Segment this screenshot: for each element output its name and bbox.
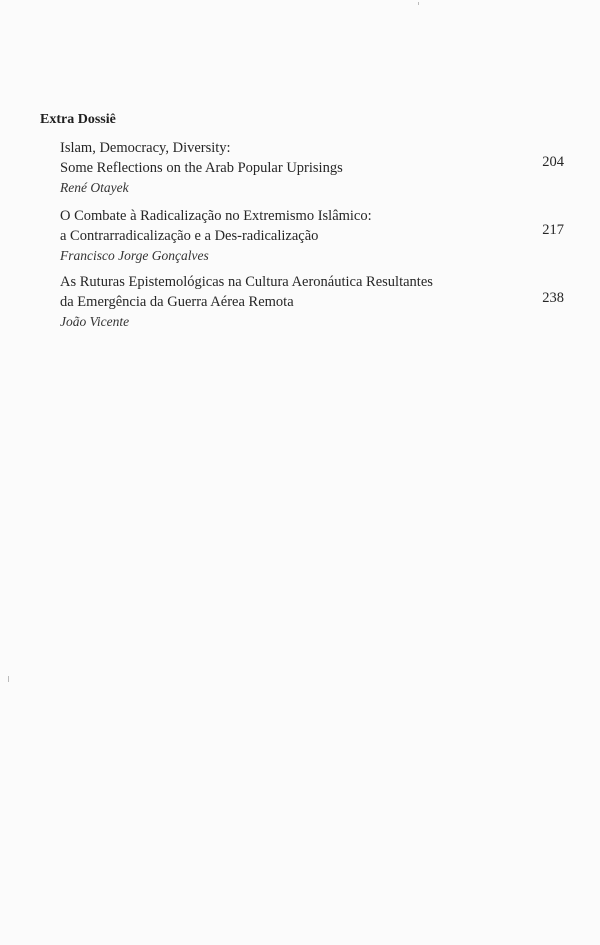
- entry-title-line: O Combate à Radicalização no Extremismo Islâmico:: [60, 208, 372, 224]
- entry-title-line: a Contrarradicalização e a Des-radicalização: [60, 228, 319, 244]
- scan-speck: [8, 676, 9, 682]
- scan-speck: [418, 2, 419, 5]
- entry-page-number: 238: [542, 290, 564, 306]
- entry-title-line: da Emergência da Guerra Aérea Remota: [60, 294, 294, 310]
- toc-entry: [60, 206, 570, 266]
- entry-author: Francisco Jorge Gonçalves: [60, 248, 209, 263]
- toc-entry: [60, 272, 570, 332]
- entry-title-line: Islam, Democracy, Diversity:: [60, 140, 231, 156]
- entry-author: João Vicente: [60, 314, 130, 329]
- entry-title-line: As Ruturas Epistemológicas na Cultura Aeronáutica Resultantes: [60, 274, 433, 290]
- entry-page-number: 217: [542, 222, 564, 238]
- entry-author: René Otayek: [60, 180, 129, 195]
- section-heading: Extra Dossiê: [40, 112, 116, 127]
- entry-title-line: Some Reflections on the Arab Popular Uprisings: [60, 160, 343, 176]
- entry-page-number: 204: [542, 154, 564, 170]
- toc-entry: [60, 138, 570, 198]
